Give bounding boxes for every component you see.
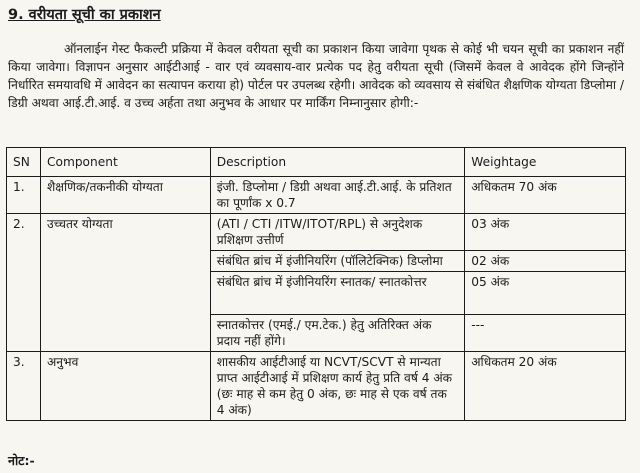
header-sn: SN	[7, 148, 41, 177]
row2-sub2-weightage: 02 अंक	[465, 251, 626, 272]
row2-sub2-description: संबंधित ब्रांच में इंजीनियरिंग (पॉलिटेक्निक) डिप्लोमा	[210, 251, 465, 272]
intro-paragraph-text: ऑनलाईन गेस्ट फैकल्टी प्रक्रिया में केवल वरीयता सूची का प्रकाशन किया जावेगा पृथक से कोई भी चयन सूची का प्रकाशन नहीं किया जावेगा। विज्ञापन अनुसार आईटीआई - वार एवं व्यवसाय-वार प्रत्येक पद हेतु वरीयता सूची (जिसमें केवल वे आवेदक होंगे जिन्होंने निर्धारित समयावधि में आवेदन का सत्यापन कराया हो) पोर्टल पर उपलब्ध रहेगी। आवेदक को व्यवसाय से संबंधित शैक्षणिक योग्यता डिप्लोमा / डिग्री अथवा आई.टी.आई. व उच्च अर्हता तथा अनुभव के आधार पर मार्किंग निम्नानुसार होगी:-	[8, 42, 624, 110]
row3-weightage: अधिकतम 20 अंक	[465, 352, 626, 421]
row2-sub3-description: संबंधित ब्रांच में इंजीनियरिंग स्नातक/ स्नातकोत्तर	[210, 272, 465, 315]
row3-component: अनुभव	[40, 352, 210, 421]
table-row	[7, 352, 626, 421]
table-header-row	[7, 148, 626, 177]
row2-sub1-weightage: 03 अंक	[465, 214, 626, 251]
row1-component: शैक्षणिक/तकनीकी योग्यता	[40, 177, 210, 214]
row1-description: इंजी. डिप्लोमा / डिग्री अथवा आई.टी.आई. के प्रतिशत का पूर्णांक x 0.7	[210, 177, 465, 214]
row2-sn: 2.	[7, 214, 41, 352]
header-component: Component	[40, 148, 210, 177]
row1-sn: 1.	[7, 177, 41, 214]
intro-paragraph	[8, 40, 624, 112]
row2-sub1-description: (ATI / CTI /ITW/ITOT/RPL) से अनुदेशक प्रशिक्षण उत्तीर्ण	[210, 214, 465, 251]
table-row	[7, 177, 626, 214]
section-heading: 9. वरीयता सूची का प्रकाशन	[8, 7, 161, 23]
weightage-table	[6, 147, 626, 421]
note-label: नोट:-	[8, 453, 35, 468]
row3-description: शासकीय आईटीआई या NCVT/SCVT से मान्यता प्राप्त आईटीआई में प्रशिक्षण कार्य हेतु प्रति वर्ष 4 अंक (छः माह से कम हेतु 0 अंक, छः माह से एक वर्ष तक 4 अंक)	[210, 352, 465, 421]
header-weightage: Weightage	[465, 148, 626, 177]
row2-sub4-weightage: ---	[465, 315, 626, 352]
row2-sub4-description: स्नातकोत्तर (एमई./ एम.टेक.) हेतु अतिरिक्त अंक प्रदाय नहीं होंगे।	[210, 315, 465, 352]
row3-sn: 3.	[7, 352, 41, 421]
header-description: Description	[210, 148, 465, 177]
row2-component: उच्चतर योग्यता	[40, 214, 210, 352]
row2-sub3-weightage: 05 अंक	[465, 272, 626, 315]
row1-weightage: अधिकतम 70 अंक	[465, 177, 626, 214]
table-row	[7, 214, 626, 251]
